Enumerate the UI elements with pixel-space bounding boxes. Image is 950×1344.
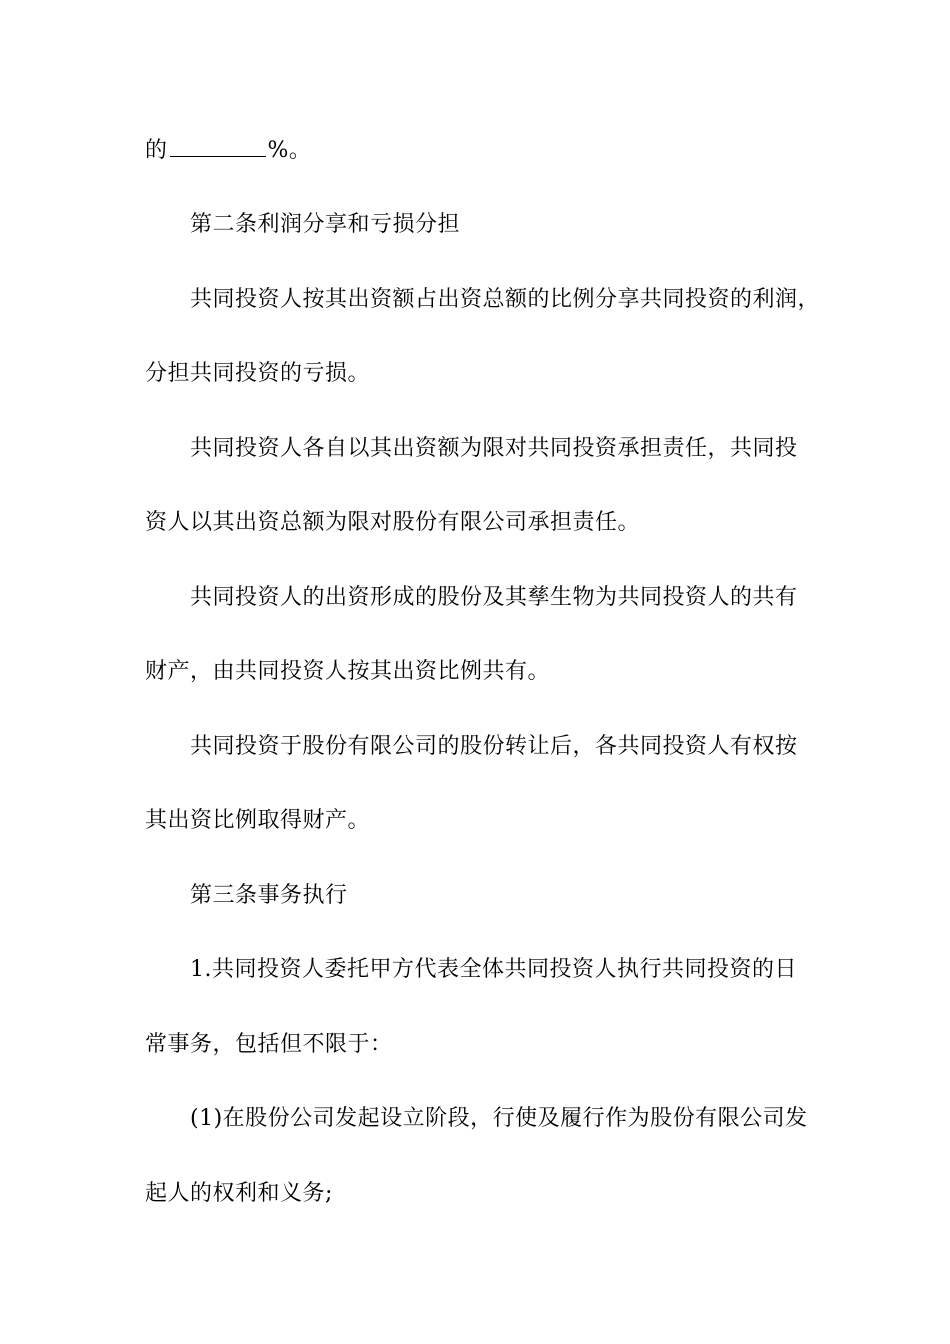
line-prefix: 的 [145,138,168,163]
paragraph-line: 共同投资人的出资形成的股份及其孳生物为共同投资人的共有 [190,585,798,610]
paragraph-line: (1)在股份公司发起设立阶段，行使及履行作为股份有限公司发 [190,1106,808,1131]
article-3-heading: 第三条事务执行 [190,883,348,908]
paragraph-line: 起人的权利和义务; [145,1181,333,1206]
fill-in-blank [170,136,266,157]
paragraph-line: 共同投资人各自以其出资额为限对共同投资承担责任，共同投 [190,436,798,461]
paragraph-line: 其出资比例取得财产。 [145,808,371,833]
paragraph-line: 资人以其出资总额为限对股份有限公司承担责任。 [145,510,641,535]
paragraph-line: 共同投资于股份有限公司的股份转让后，各共同投资人有权按 [190,734,798,759]
paragraph-line: 常事务，包括但不限于： [145,1032,393,1057]
paragraph-line: 共同投资人按其出资额占出资总额的比例分享共同投资的利润， [190,287,821,312]
article-2-heading: 第二条利润分享和亏损分担 [190,212,461,237]
paragraph-line: 1.共同投资人委托甲方代表全体共同投资人执行共同投资的日 [190,957,797,982]
percentage-line [145,136,311,166]
paragraph-line: 财产，由共同投资人按其出资比例共有。 [145,659,551,684]
line-suffix: %。 [267,138,312,163]
paragraph-line: 分担共同投资的亏损。 [145,361,371,386]
